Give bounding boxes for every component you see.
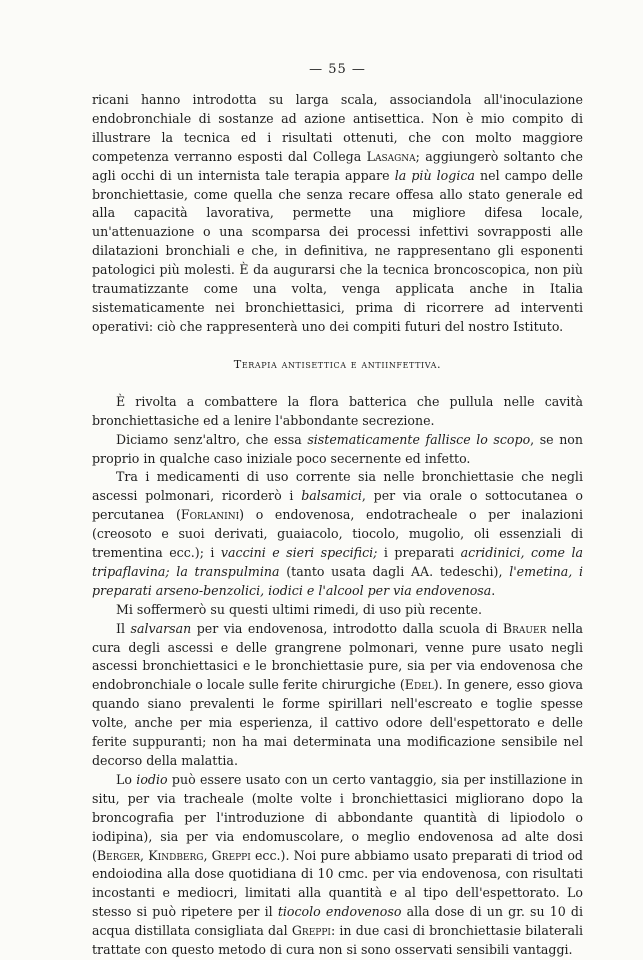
p4-text-e: (tanto usata dagli AA. tedeschi),	[279, 563, 510, 579]
emphasis-balsamici: balsamici	[301, 488, 362, 504]
p6-text-d: ). In genere, esso giova quando siano prevalenti le forme spirillari nell'escreato e toglie spesse volte, anche per mia esperienza, il cattivo odore dell'espettorato e delle ferite suppuranti; non ha mai determinata una modificazione sensibile nel decorso della malattia.	[92, 677, 584, 768]
emphasis-salvarsan: salvarsan	[130, 620, 192, 636]
p1-text-b: ; aggiungerò soltanto che agli occhi di un internista tale terapia appare	[92, 148, 583, 183]
p4-text-b: , per via orale o sottocutanea o percutanea (	[92, 488, 583, 523]
emphasis-emetina: l'emetina, i preparati arseno-benzolici, iodici e l'alcool per via endovenosa	[92, 563, 583, 598]
p1-text-a: ricani hanno introdotta su larga scala, associandola all'inoculazione endobronchiale di sostanze ad azione antisettica. Non è mio compito di illustrare la tecnica ed i risultati ottenuti, che con molto maggiore competenza verranno esposti dal Collega	[92, 92, 583, 164]
author-lasagna: Lasagna	[366, 148, 416, 164]
emphasis-fallisce: sistematicamente fallisce lo scopo	[307, 431, 531, 447]
emphasis-tiocolo: tiocolo endovenoso	[277, 904, 402, 920]
author-edel: Edel	[404, 677, 434, 693]
p7-text-e: : in due casi di bronchiettasie bilaterali trattate con questo metodo di cura non si sono osservati sensibili vantaggi.	[92, 923, 584, 958]
authors-berger-kindberg-greppi: Berger, Kindberg, Greppi	[96, 847, 251, 863]
paragraph-4	[92, 468, 583, 600]
p6-text-c: nella cura degli ascessi e delle grangrene polmonari, venne pure usato negli ascessi bronchiettasici e le bronchiettasie pure, sia per via endovenosa che endobronchiale o locale sulle ferite chirurgiche (	[92, 620, 583, 693]
paragraph-2: È rivolta a combattere la flora batterica che pullula nelle cavità bronchiettasiche ed a lenire l'abbondante secrezione.	[92, 393, 583, 428]
author-forlanini: Forlanini	[180, 507, 240, 523]
p3-text-a: Diciamo senz'altro, che essa	[116, 431, 308, 447]
p6-text-a: Il	[116, 620, 131, 636]
p7-text-a: Lo	[116, 771, 137, 787]
p3-text-b: , se non proprio in qualche caso iniziale poco secernente ed infetto.	[92, 431, 583, 466]
p6-text-b: per via endovenosa, introdotto dalla scuola di	[191, 620, 503, 636]
paragraph-7	[92, 771, 583, 960]
paragraph-3	[92, 431, 583, 469]
p7-text-b: può essere usato con un certo vantaggio, sia per instillazione in situ, per via tracheale (molte volte i bronchiettasici migliorano dopo la broncografia per l'introduzione di abbondante quantità di lipiodolo o iodipina), sia per via endomuscolare, o meglio endovenosa ad alte dosi (	[92, 771, 584, 863]
paragraph-6	[92, 620, 583, 771]
p1-text-c: nel campo delle bronchiettasie, come quella che senza recare offesa allo stato generale ed alla capacità lavorativa, permette una migliore difesa locale, un'attenuazione o una scomparsa dei processi infettivi sovrapposti alle dilatazioni bronchiali e che, in definitiva, ne rappresentano gli esponenti patologici più molesti. È da augurarsi che la tecnica broncoscopica, non più traumatizzante come una volta, venga applicata anche in Italia sistematicamente nei bronchiettasici, prima di ricorrere ad interventi operativi: ciò che rappresenterà uno dei compiti futuri del nostro Istituto.	[92, 167, 583, 334]
author-brauer: Brauer	[502, 620, 547, 636]
p4-text-a: Tra i medicamenti di uso corrente sia nelle bronchiettasie che negli ascessi polmonari, ricorderò i	[92, 469, 583, 504]
section-heading: Terapia antisettica e antiinfettiva.	[233, 357, 442, 371]
author-greppi: Greppi	[291, 923, 331, 939]
emphasis-vaccini: vaccini e sieri specifici;	[220, 545, 378, 561]
p4-text-c: ) o endovenosa, endotracheale o per inalazioni (creosoto e suoi derivati, guaiacolo, tiocolo, mugolio, oli essenziali di trementina ecc.); i	[92, 507, 584, 561]
p4-text-d: i preparati	[377, 545, 461, 561]
emphasis-acridinici: acridinici, come la tripaflavina; la transpulmina	[92, 545, 583, 579]
paragraph-1	[92, 91, 583, 337]
emphasis-iodio: iodio	[136, 771, 168, 787]
emphasis-la-piu-logica: la più logica	[394, 167, 475, 183]
page-number: — 55 —	[309, 62, 366, 77]
p7-text-c: ecc.). Noi pure abbiamo usato preparati di triod od endoiodina alla dose quotidiana di 10 cmc. per via endovenosa, con risultati incostanti e mediocri, limitati alla quantità e al tipo dell'espettorato. Lo stesso si può ripetere per il	[92, 847, 583, 920]
p7-text-d: alla dose di un gr. su 10 di acqua distillata consigliata dal	[92, 904, 584, 939]
p4-text-f: .	[491, 582, 496, 598]
paragraph-5: Mi soffermerò su questi ultimi rimedi, di uso più recente.	[116, 601, 482, 617]
